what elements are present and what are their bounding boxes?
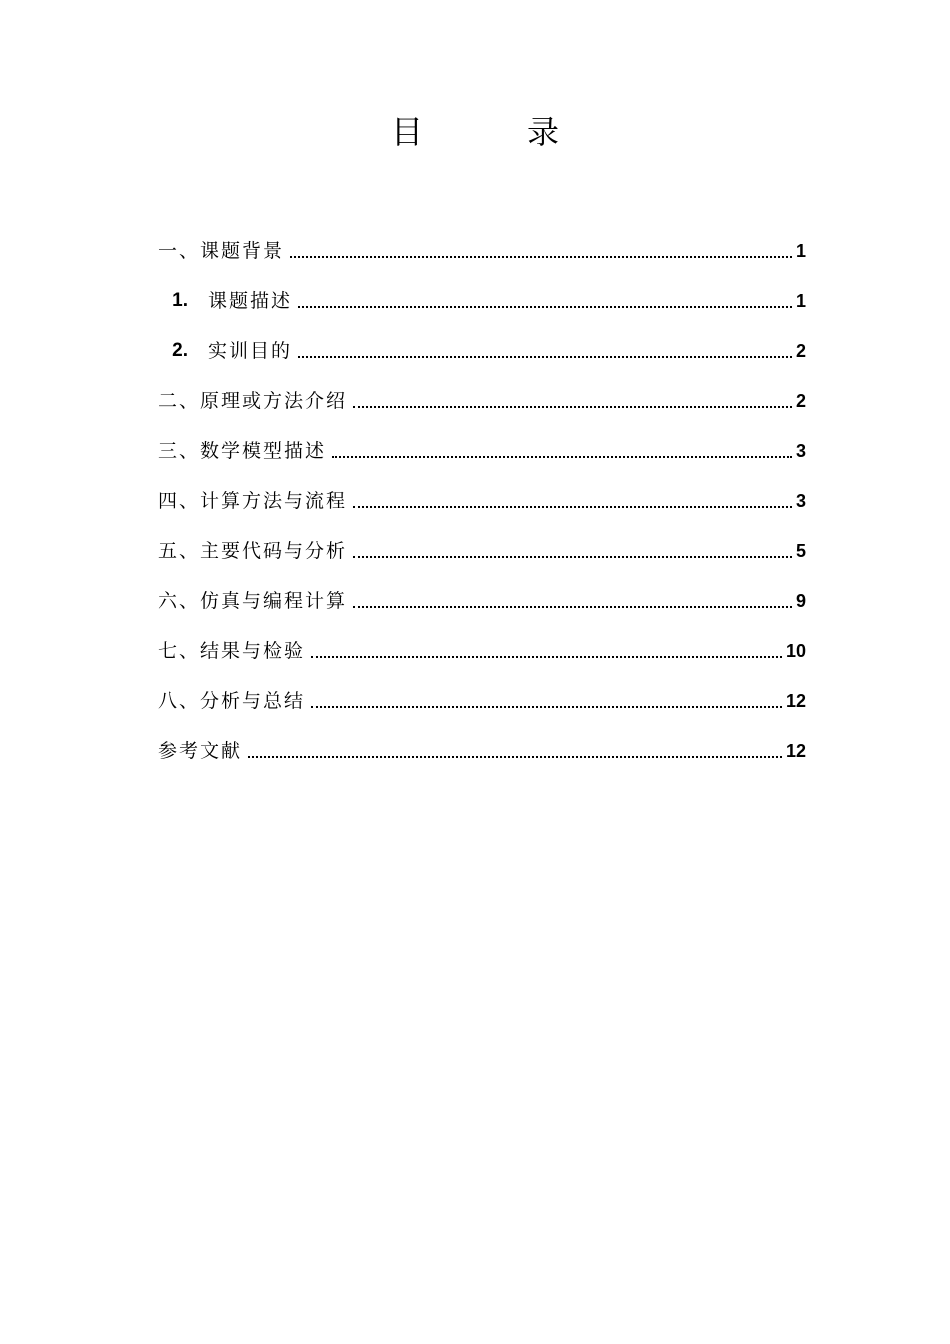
toc-page-number: 1 [795, 291, 806, 311]
toc-entry-label: 实训目的 [208, 340, 293, 362]
dot-leader [332, 456, 792, 458]
toc-entry-results[interactable] [158, 614, 806, 664]
toc-entry-task-description[interactable] [158, 264, 806, 314]
toc-page-number: 5 [795, 541, 806, 561]
toc-page-number: 3 [795, 491, 806, 511]
dot-leader [353, 506, 792, 508]
toc-entry-label: 三、数学模型描述 [158, 440, 327, 462]
table-of-contents [158, 214, 806, 764]
dot-leader [353, 606, 792, 608]
toc-entry-summary[interactable] [158, 664, 806, 714]
toc-entry-code-analysis[interactable] [158, 514, 806, 564]
toc-entry-algorithm[interactable] [158, 464, 806, 514]
toc-page-number: 2 [795, 391, 806, 411]
toc-page-number: 3 [795, 441, 806, 461]
toc-entry-background[interactable] [158, 214, 806, 264]
dot-leader [290, 256, 792, 258]
dot-leader [298, 356, 792, 358]
toc-entry-simulation[interactable] [158, 564, 806, 614]
toc-entry-math-model[interactable] [158, 414, 806, 464]
dot-leader [311, 706, 782, 708]
toc-entry-label: 七、结果与检验 [158, 640, 306, 662]
toc-title: 目 录 [390, 113, 595, 151]
toc-page-number: 12 [785, 741, 806, 761]
toc-entry-number: 1. [172, 290, 188, 311]
toc-page-number: 10 [785, 641, 806, 661]
toc-entry-label: 五、主要代码与分析 [158, 540, 348, 562]
toc-entry-label: 课题描述 [208, 290, 293, 312]
dot-leader [353, 406, 792, 408]
toc-entry-label: 一、课题背景 [158, 240, 285, 262]
toc-entry-label: 八、分析与总结 [158, 690, 306, 712]
dot-leader [298, 306, 792, 308]
dot-leader [353, 556, 792, 558]
toc-page-number: 1 [795, 241, 806, 261]
toc-entry-label: 参考文献 [158, 740, 243, 762]
dot-leader [311, 656, 782, 658]
toc-entry-number: 2. [172, 340, 188, 361]
toc-entry-principle[interactable] [158, 364, 806, 414]
toc-entry-label: 二、原理或方法介绍 [158, 390, 348, 412]
toc-entry-label: 四、计算方法与流程 [158, 490, 348, 512]
toc-page-number: 12 [785, 691, 806, 711]
toc-page-number: 2 [795, 341, 806, 361]
dot-leader [248, 756, 782, 758]
toc-entry-label: 六、仿真与编程计算 [158, 590, 348, 612]
toc-entry-training-purpose[interactable] [158, 314, 806, 364]
toc-page-number: 9 [795, 591, 806, 611]
toc-entry-references[interactable] [158, 714, 806, 764]
